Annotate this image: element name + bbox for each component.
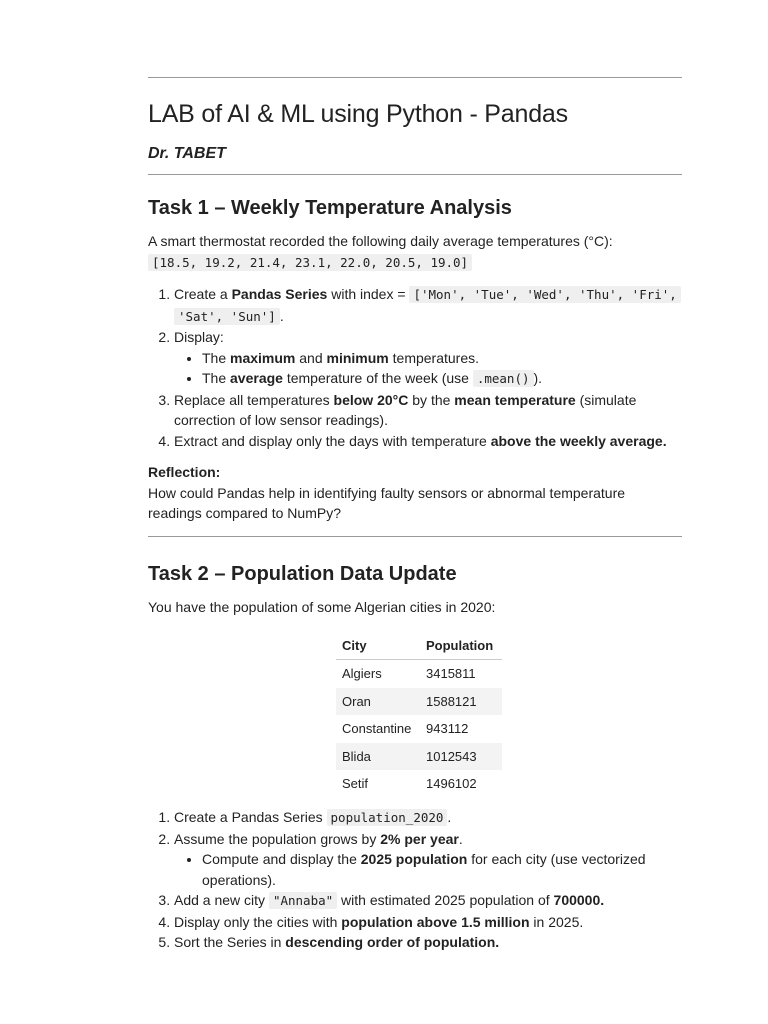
task-divider xyxy=(148,536,682,537)
task2-step-5: 5. Sort the Series in descending order of population. xyxy=(174,932,682,953)
task1-reflection xyxy=(148,462,682,524)
population-2020-code: population_2020 xyxy=(327,809,448,826)
table-cell-city: Setif xyxy=(342,776,369,792)
task2-step-4: 4. Display only the cities with population above 1.5 million in 2025. xyxy=(174,912,682,933)
table-cell-population: 1012543 xyxy=(420,743,502,771)
task1-step-2a: • The maximum and minimum temperatures. xyxy=(202,348,682,369)
task1-step-2: 2. Display: • The maximum and minimum temperatures. • The average temperature of the week (use .mean() ). xyxy=(174,327,682,390)
table-header-row xyxy=(336,631,502,660)
page-title: LAB of AI & ML using Python - Pandas xyxy=(148,100,568,128)
task2-step-2a: • Compute and display the 2025 population for each city (use vectorized operations). xyxy=(202,849,682,890)
task2-intro: You have the population of some Algerian cities in 2020: xyxy=(148,599,496,615)
task2-step-2: 2. Assume the population grows by 2% per year. • Compute and display the 2025 population for each city (use vectorized operations). xyxy=(174,829,682,891)
task2-steps xyxy=(148,807,682,953)
mean-code: .mean() xyxy=(473,370,534,387)
task1-step-3: 3. Replace all temperatures below 20°C by the mean temperature (simulate correction of low sensor readings). xyxy=(174,390,682,431)
task1-step-2b: • The average temperature of the week (use .mean() ). xyxy=(202,368,682,390)
annaba-code: "Annaba" xyxy=(269,892,337,909)
table-cell-city: Oran xyxy=(336,688,420,716)
table-cell-population: 3415811 xyxy=(426,666,476,682)
task1-step-4: 4. Extract and display only the days with temperature above the weekly average. xyxy=(174,431,682,452)
task1-steps xyxy=(148,284,682,451)
task2-step-3: 3. Add a new city "Annaba" with estimated 2025 population of 700000. xyxy=(174,890,682,912)
table-row xyxy=(336,660,502,688)
table-row xyxy=(336,688,502,716)
task2-heading: Task 2 – Population Data Update xyxy=(148,563,457,585)
task1-index-code: ['Mon', 'Tue', 'Wed', 'Thu', 'Fri', xyxy=(409,286,680,303)
reflection-label: Reflection: xyxy=(148,464,221,480)
table-cell-population: 1496102 xyxy=(426,776,477,792)
task1-intro xyxy=(148,231,682,273)
author-name: Dr. TABET xyxy=(148,145,226,162)
table-header-city: City xyxy=(336,631,420,660)
top-divider xyxy=(148,77,682,78)
population-table xyxy=(336,631,502,798)
table-row xyxy=(336,715,502,743)
task1-heading: Task 1 – Weekly Temperature Analysis xyxy=(148,197,512,219)
table-cell-city: Algiers xyxy=(342,666,382,682)
table-cell-population: 1588121 xyxy=(420,688,502,716)
task2-step-1: 1. Create a Pandas Series population_2020 . xyxy=(174,807,682,829)
table-cell-city: Constantine xyxy=(342,721,412,737)
task1-data-code: [18.5, 19.2, 21.4, 23.1, 22.0, 20.5, 19.0] xyxy=(148,254,472,271)
title-divider xyxy=(148,174,682,175)
task1-step-1: 1. Create a Pandas Series with index = ['Mon', 'Tue', 'Wed', 'Thu', 'Fri', 'Sat', 'Sun'] . xyxy=(174,284,682,327)
table-header-population: Population xyxy=(420,631,502,660)
task1-index-code-cont: 'Sat', 'Sun'] xyxy=(174,308,280,325)
table-cell-population: 943112 xyxy=(426,721,469,737)
table-row xyxy=(336,743,502,771)
table-cell-city: Blida xyxy=(336,743,420,771)
task1-intro-text: A smart thermostat recorded the following daily average temperatures (°C): xyxy=(148,233,613,249)
table-row xyxy=(336,770,502,798)
reflection-text: How could Pandas help in identifying faulty sensors or abnormal temperature readings compared to NumPy? xyxy=(148,484,626,521)
